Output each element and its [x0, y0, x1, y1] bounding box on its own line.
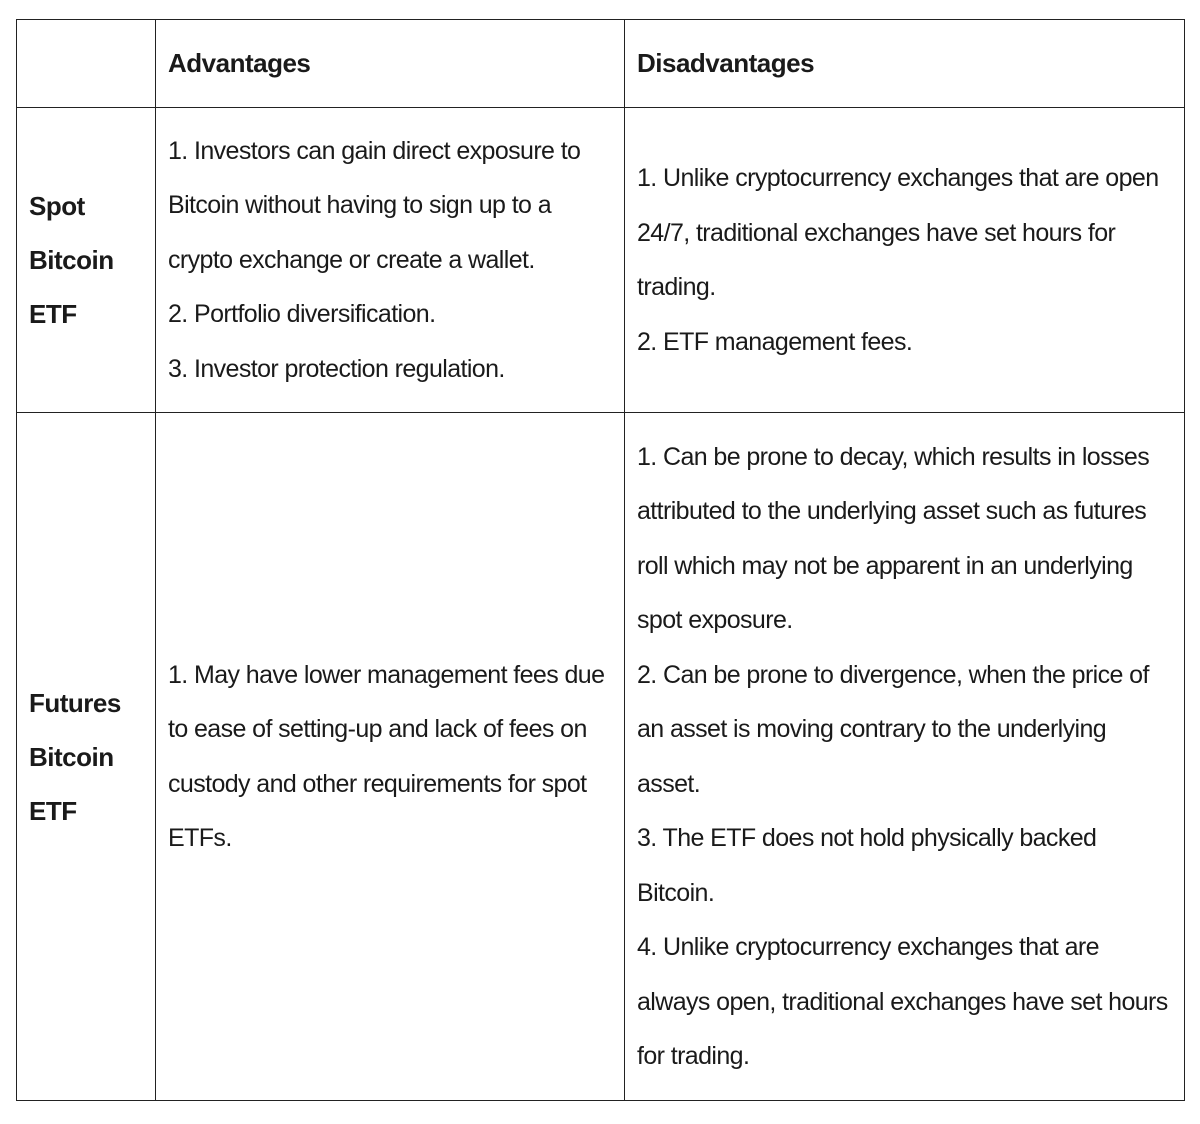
row-label-futures-bitcoin-etf: Futures Bitcoin ETF: [17, 413, 156, 1101]
spot-advantage-item: 3. Investor protection regulation.: [168, 354, 505, 383]
spot-disadvantage-item: 2. ETF management fees.: [637, 327, 913, 356]
futures-advantages-cell: [156, 413, 625, 1101]
futures-disadvantage-item: 2. Can be prone to divergence, when the price of an asset is moving contrary to the underlying asset.: [637, 660, 1149, 798]
table-row-futures-bitcoin-etf: [17, 413, 1185, 1101]
etf-comparison-table: [16, 19, 1185, 1101]
header-row: [17, 20, 1185, 108]
spot-advantage-item: 1. Investors can gain direct exposure to Bitcoin without having to sign up to a crypto exchange or create a wallet.: [168, 136, 581, 274]
table-row-spot-bitcoin-etf: [17, 108, 1185, 413]
futures-disadvantage-item: 3. The ETF does not hold physically backed Bitcoin.: [637, 824, 1097, 907]
futures-disadvantage-item: 1. Can be prone to decay, which results in losses attributed to the underlying asset such as futures roll which may not be apparent in an underlying spot exposure.: [637, 442, 1150, 634]
spot-disadvantage-item: 1. Unlike cryptocurrency exchanges that are open 24/7, traditional exchanges have set hours for trading.: [637, 164, 1159, 301]
header-advantages: Advantages: [156, 20, 625, 108]
futures-disadvantage-item: 4. Unlike cryptocurrency exchanges that are always open, traditional exchanges have set hours for trading.: [637, 933, 1168, 1070]
header-disadvantages: Disadvantages: [625, 20, 1185, 108]
header-empty-cell: [17, 20, 156, 108]
row-label-spot-bitcoin-etf: Spot Bitcoin ETF: [17, 108, 156, 413]
futures-disadvantages-cell: [625, 413, 1185, 1101]
futures-advantage-item: 1. May have lower management fees due to ease of setting-up and lack of fees on custody and other requirements for spot ETFs.: [168, 660, 605, 852]
spot-disadvantages-cell: [625, 108, 1185, 413]
spot-advantage-item: 2. Portfolio diversification.: [168, 300, 436, 329]
spot-advantages-cell: [156, 108, 625, 413]
